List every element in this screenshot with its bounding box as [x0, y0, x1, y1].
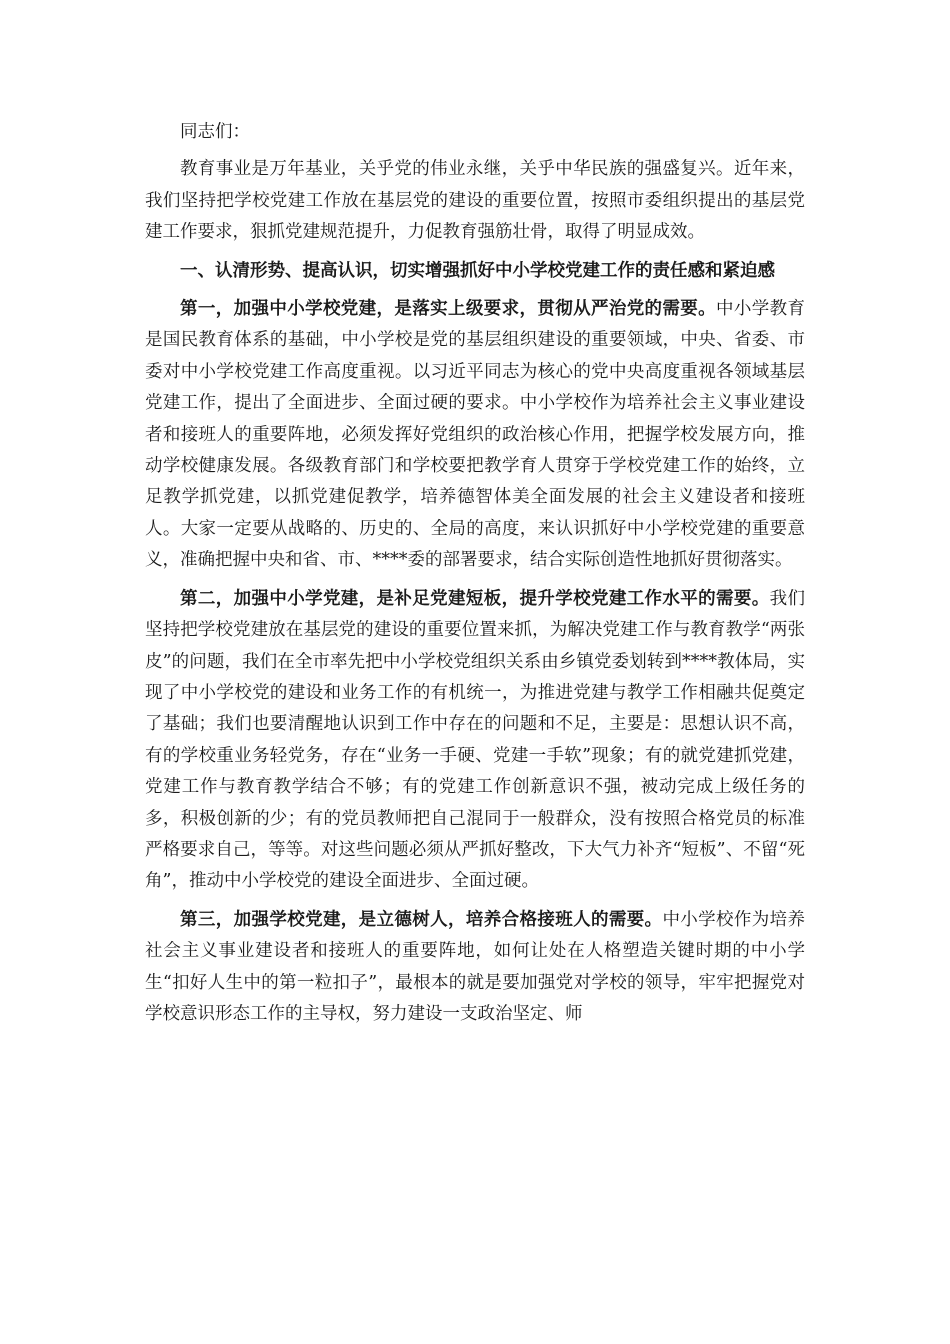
salutation: 同志们： — [180, 122, 250, 142]
point-lead-1: 第一，加强中小学校党建，是落实上级要求，贯彻从严治党的需要。 — [180, 299, 717, 320]
point-lead-3: 第三，加强学校党建，是立德树人，培养合格接班人的需要。 — [180, 909, 663, 930]
document-page — [145, 117, 805, 1037]
point-body-1: 中小学教育是国民教育体系的基础，中小学校是党的基层组织建设的重要领域，中央、省委、市委对中小学校党建工作高度重视。以习近平同志为核心的党中央高度重视各领域基层党建工作，提出了全面进步、全面过硬的要求。中小学校作为培养社会主义事业建设者和接班人的重要阵地，必须发挥好党组织的政治核心作用，把握学校发展方向，推动学校健康发展。各级教育部门和学校要把教学育人贯穿于学校党建工作的始终，立足教学抓党建，以抓党建促教学，培养德智体美全面发展的社会主义建设者和接班人。大家一定要从战略的、历史的、全局的高度，来认识抓好中小学校党建的重要意义，准确把握中央和省、市、****委的部署要求，结合实际创造性地抓好贯彻落实。 — [145, 299, 806, 571]
section-heading: 一、认清形势、提高认识，切实增强抓好中小学校党建工作的责任感和紧迫感 — [180, 260, 775, 281]
point-paragraph-3 — [145, 905, 805, 1031]
point-lead-2: 第二，加强中小学党建，是补足党建短板，提升学校党建工作水平的需要。 — [180, 588, 770, 609]
point-paragraph-2 — [145, 584, 805, 898]
point-body-2: 我们坚持把学校党建放在基层党的建设的重要位置来抓，为解决党建工作与教育教学“两张皮”的问题，我们在全市率先把中小学校党组织关系由乡镇党委划转到****教体局，实现了中小学校党的建设和业务工作的有机统一，为推进党建与教学工作相融共促奠定了基础；我们也要清醒地认识到工作中存在的问题和不足，主要是：思想认识不高，有的学校重业务轻党务，存在“业务一手硬、党建一手软”现象；有的就党建抓党建，党建工作与教育教学结合不够；有的党建工作创新意识不强，被动完成上级任务的多，积极创新的少；有的党员教师把自己混同于一般群众，没有按照合格党员的标准严格要求自己，等等。对这些问题必须从严抓好整改，下大气力补齐“短板”、不留“死角”，推动中小学校党的建设全面进步、全面过硬。 — [145, 588, 806, 892]
point-body-3: 中小学校作为培养社会主义事业建设者和接班人的重要阵地，如何让处在人格塑造关键时期的中小学生“扣好人生中的第一粒扣子”，最根本的就是要加强党对学校的领导，牢牢把握党对学校意识形态工作的主导权，努力建设一支政治坚定、师 — [145, 909, 806, 1024]
intro-paragraph: 教育事业是万年基业，关乎党的伟业永继，关乎中华民族的强盛复兴。近年来，我们坚持把学校党建工作放在基层党的建设的重要位置，按照市委组织提出的基层党建工作要求，狠抓党建规范提升，力促教育强筋壮骨，取得了明显成效。 — [145, 159, 805, 243]
point-paragraph-1 — [145, 294, 805, 577]
